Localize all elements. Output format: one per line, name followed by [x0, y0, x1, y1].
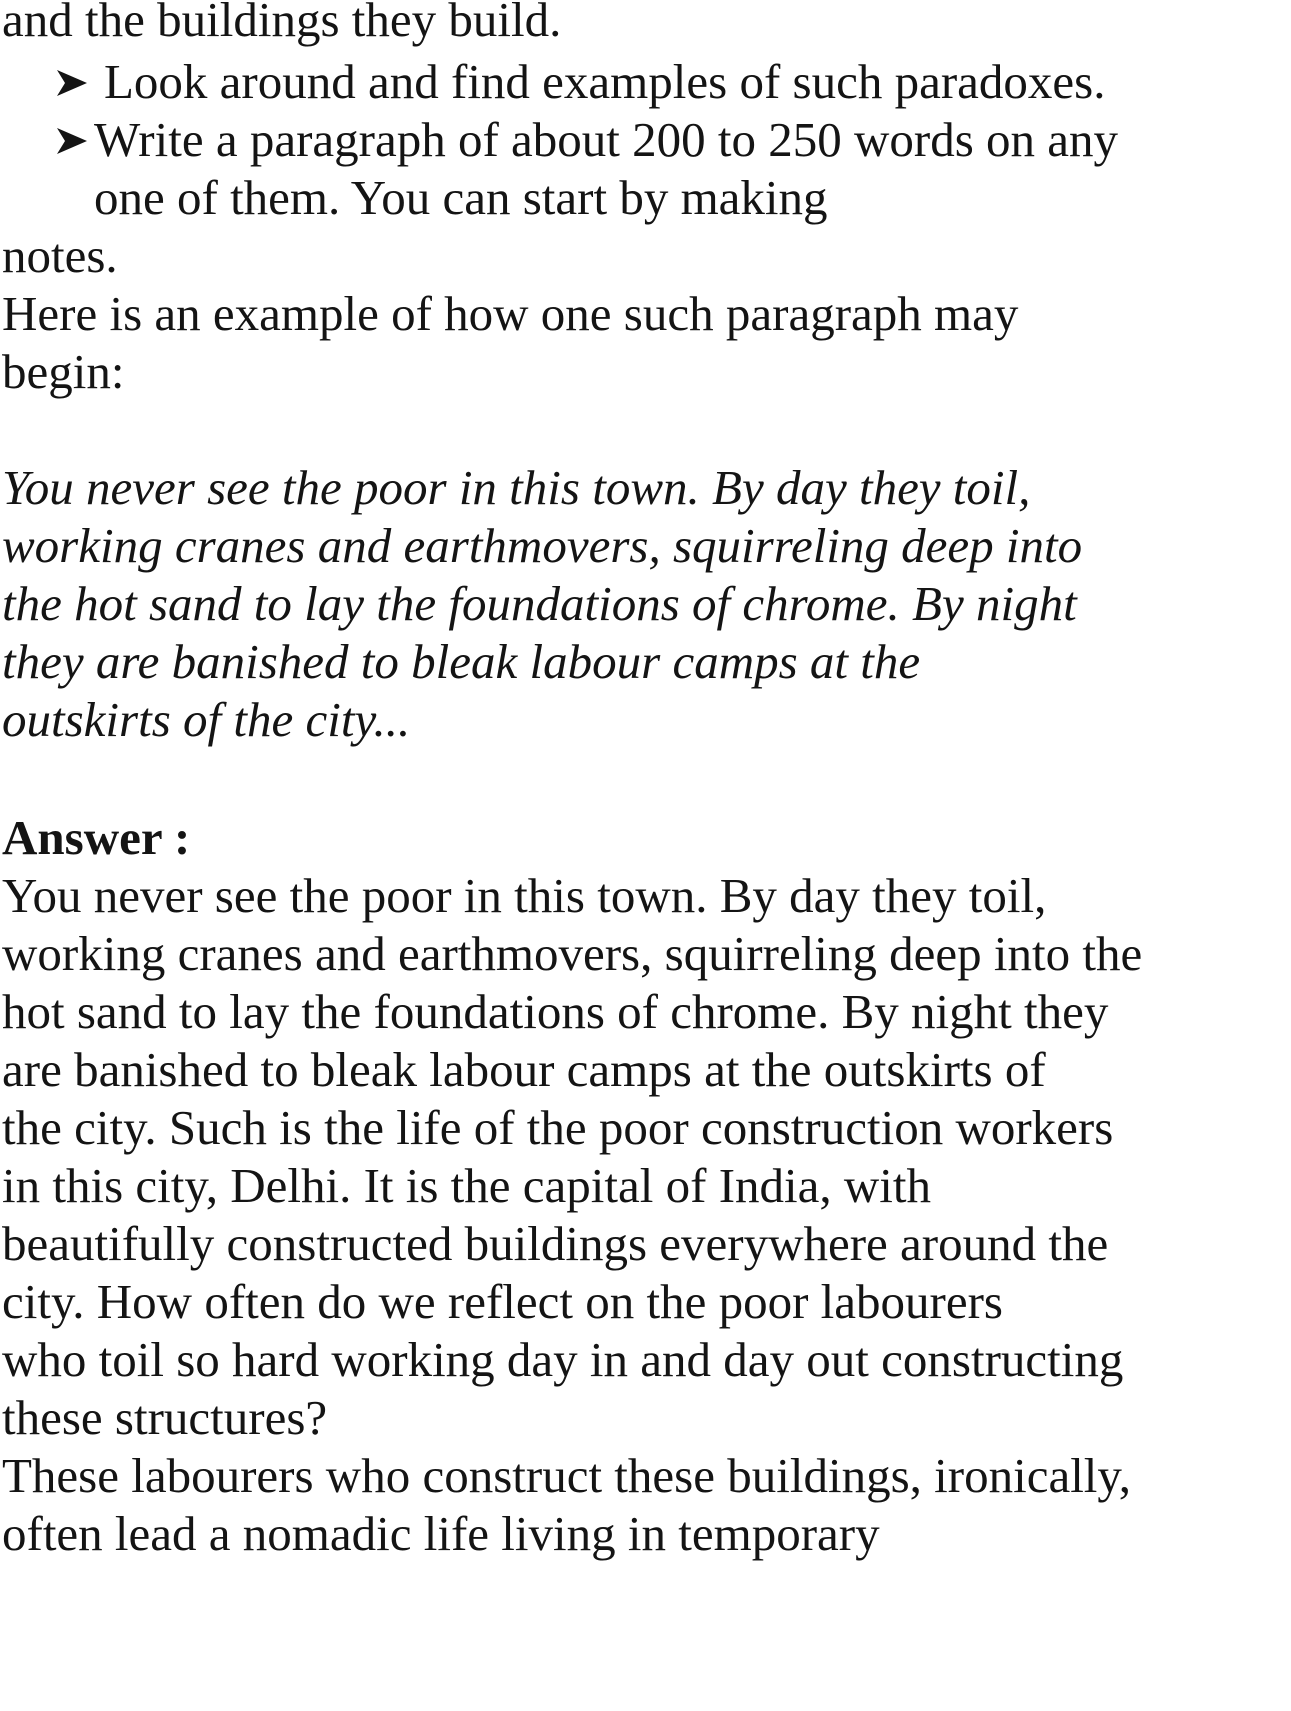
- answer-line-8: city. How often do we reflect on the poor labourers: [2, 1274, 1003, 1329]
- bullet-item-2-line-1: Write a paragraph of about 200 to 250 words on any: [94, 112, 1119, 167]
- example-paragraph-line-2: working cranes and earthmovers, squirreling deep into: [2, 518, 1083, 573]
- example-paragraph-line-5: outskirts of the city...: [2, 692, 411, 747]
- intro-line: and the buildings they build.: [2, 0, 562, 47]
- example-paragraph-line-1: You never see the poor in this town. By day they toil,: [2, 460, 1031, 515]
- answer-line-12: often lead a nomadic life living in temporary: [2, 1506, 880, 1561]
- example-intro-line-1: Here is an example of how one such paragraph may: [2, 286, 1019, 341]
- notes-line: notes.: [2, 228, 118, 283]
- answer-line-10: these structures?: [2, 1390, 328, 1445]
- example-paragraph-line-4: they are banished to bleak labour camps at the: [2, 634, 921, 689]
- example-paragraph-line-3: the hot sand to lay the foundations of chrome. By night: [2, 576, 1077, 631]
- answer-line-9: who toil so hard working day in and day out constructing: [2, 1332, 1124, 1387]
- answer-line-6: in this city, Delhi. It is the capital of India, with: [2, 1158, 931, 1213]
- answer-line-7: beautifully constructed buildings everywhere around the: [2, 1216, 1109, 1271]
- answer-line-5: the city. Such is the life of the poor construction workers: [2, 1100, 1114, 1155]
- arrow-bullet-icon: [55, 124, 89, 158]
- bullet-item-2-line-2: one of them. You can start by making: [94, 170, 828, 225]
- example-intro-line-2: begin:: [2, 344, 125, 399]
- answer-line-1: You never see the poor in this town. By day they toil,: [2, 868, 1047, 923]
- answer-line-4: are banished to bleak labour camps at the outskirts of: [2, 1042, 1046, 1097]
- answer-line-2: working cranes and earthmovers, squirreling deep into the: [2, 926, 1143, 981]
- answer-line-3: hot sand to lay the foundations of chrome. By night they: [2, 984, 1109, 1039]
- answer-heading: Answer :: [2, 810, 191, 865]
- bullet-item-1: Look around and find examples of such paradoxes.: [104, 54, 1106, 109]
- answer-line-11: These labourers who construct these buildings, ironically,: [2, 1448, 1131, 1503]
- arrow-bullet-icon: [55, 66, 89, 100]
